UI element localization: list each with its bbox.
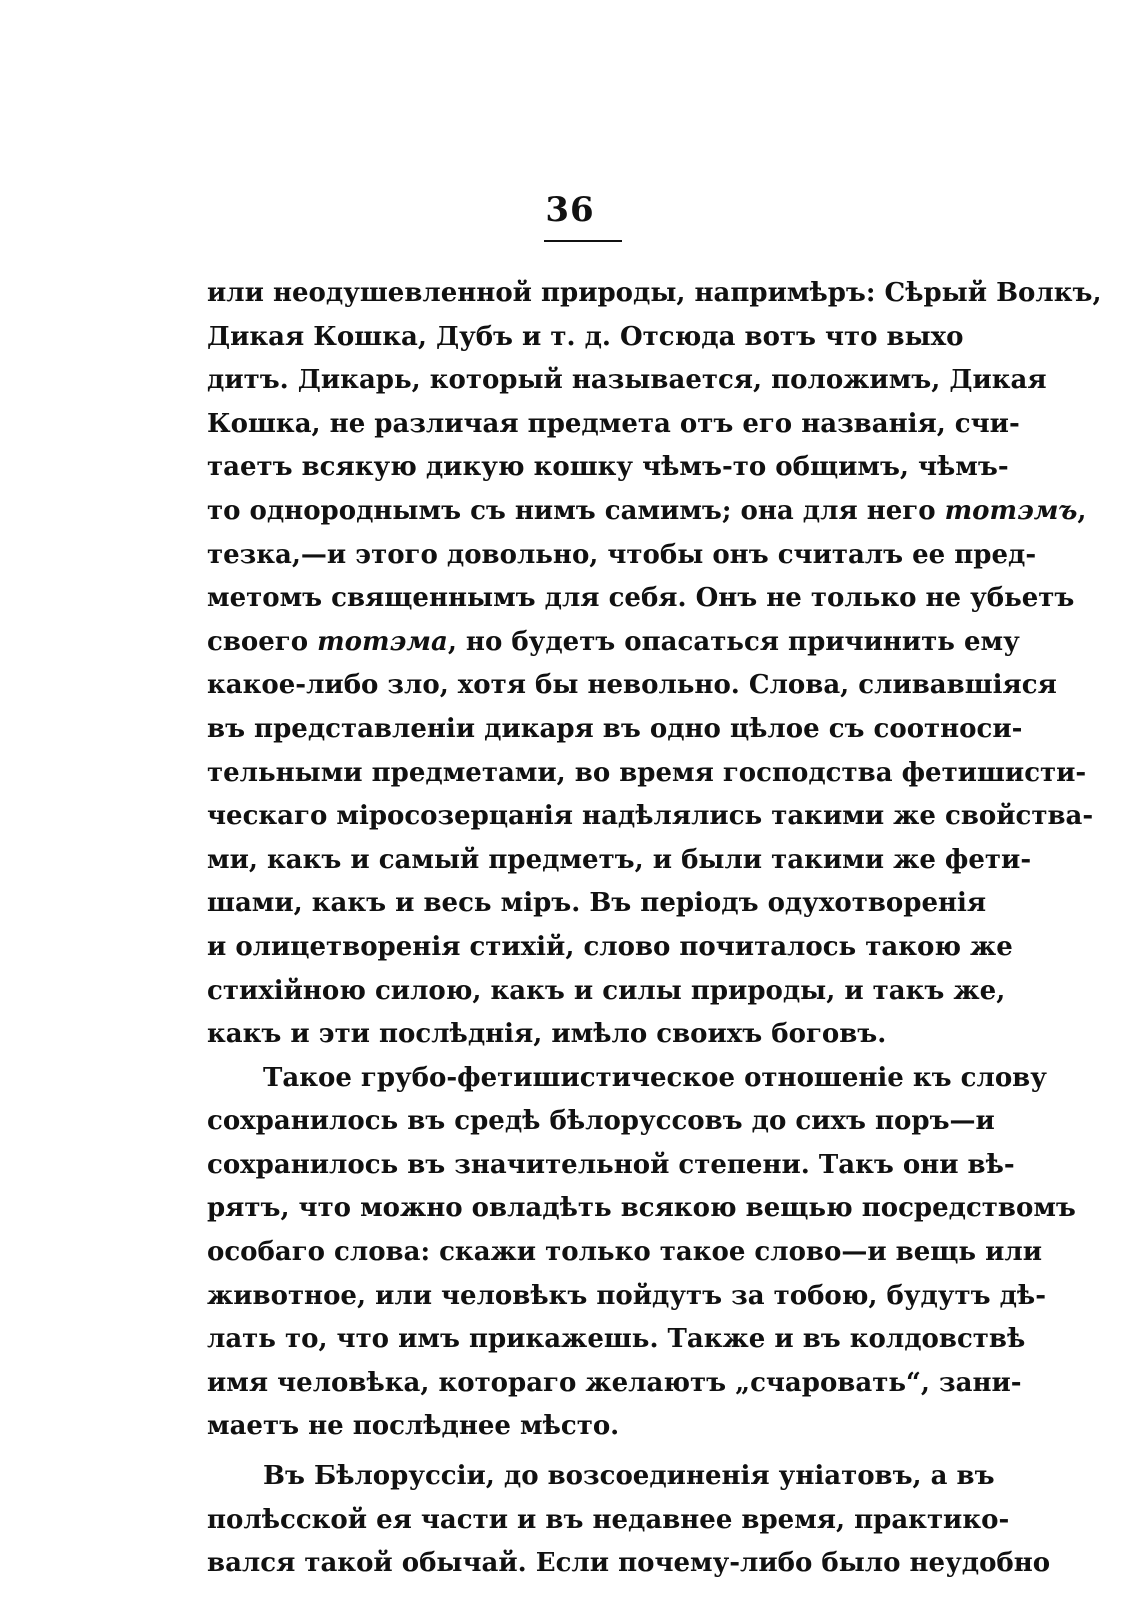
- text-segment: какое-либо зло, хотя бы невольно. Слова, сливавшіяся: [207, 670, 1057, 701]
- text-segment: ческаго міросозерцанія надѣлялись такими же свойства-: [207, 801, 1094, 832]
- text-line: [207, 839, 1032, 883]
- text-segment: Такое грубо-фетишистическое отношеніе къ слову: [263, 1062, 1047, 1093]
- page-number: 36: [545, 190, 595, 230]
- text-line: [207, 926, 1013, 970]
- text-segment: маетъ не послѣднее мѣсто.: [207, 1411, 620, 1442]
- text-line: [207, 403, 1020, 447]
- text-line: [207, 708, 1023, 752]
- text-segment: ми, какъ и самый предметъ, и были такими же фети-: [207, 844, 1032, 875]
- text-segment: особаго слова: скажи только такое слово—и вещь или: [207, 1237, 1042, 1268]
- text-line: [207, 795, 1094, 839]
- text-segment: сохранилось въ значительной степени. Такъ они вѣ-: [207, 1149, 1015, 1180]
- text-line: [207, 1187, 1076, 1231]
- text-segment: таетъ всякую дикую кошку чѣмъ-то общимъ, чѣмъ-: [207, 452, 1009, 483]
- text-line: [207, 1057, 1047, 1101]
- page-number-rule: [544, 240, 622, 242]
- text-line: [207, 272, 1102, 316]
- text-segment: въ представленіи дикаря въ одно цѣлое съ соотноси-: [207, 713, 1023, 744]
- text-line: [207, 1231, 1042, 1275]
- text-line: [207, 1542, 1051, 1586]
- text-segment: животное, или человѣкъ пойдутъ за тобою, будутъ дѣ-: [207, 1280, 1046, 1311]
- text-segment: Въ Бѣлоруссіи, до возсоединенія уніатовъ, а въ: [263, 1461, 995, 1492]
- text-line: [207, 752, 1087, 796]
- text-segment: стихійною силою, какъ и силы природы, и такъ же,: [207, 975, 1006, 1006]
- text-segment: ,: [1077, 495, 1087, 526]
- text-line: [207, 316, 963, 360]
- italic-term: тотэмъ: [944, 495, 1078, 526]
- text-segment: сохранилось въ средѣ бѣлоруссовъ до сихъ поръ—и: [207, 1106, 995, 1137]
- body-text: [207, 272, 1102, 1586]
- text-line: [207, 1405, 963, 1449]
- text-line: [207, 534, 1037, 578]
- text-segment: тельными предметами, во время господства фетишисти-: [207, 757, 1087, 788]
- text-segment: имя человѣка, котораго желаютъ „счаровать“, зани-: [207, 1367, 1022, 1398]
- text-line: [207, 970, 1006, 1014]
- text-segment: Кошка, не различая предмета отъ его названія, счи-: [207, 408, 1020, 439]
- text-segment: какъ и эти послѣднія, имѣло своихъ боговъ.: [207, 1019, 887, 1050]
- text-segment: метомъ священнымъ для себя. Онъ не только не убьетъ: [207, 583, 1075, 614]
- text-line: [207, 1144, 1015, 1188]
- text-line: [207, 1100, 995, 1144]
- text-line: [207, 359, 1047, 403]
- text-segment: или неодушевленной природы, напримѣръ: Сѣрый Волкъ,: [207, 278, 1102, 308]
- text-line: [207, 664, 1057, 708]
- text-line: [207, 1455, 995, 1499]
- text-segment: рятъ, что можно овладѣть всякою вещью посредствомъ: [207, 1193, 1076, 1224]
- text-line: [207, 621, 1020, 665]
- text-line: [207, 882, 987, 926]
- text-segment: то однороднымъ съ нимъ самимъ; она для него: [207, 495, 945, 526]
- text-line: [207, 1318, 1026, 1362]
- text-line: [207, 446, 1009, 490]
- text-segment: и олицетворенія стихій, слово почиталось такою же: [207, 931, 1013, 962]
- text-segment: полѣсской ея части и въ недавнее время, практико-: [207, 1504, 1010, 1535]
- text-line: [207, 1013, 963, 1057]
- text-line: [207, 1362, 1022, 1406]
- text-segment: дитъ. Дикарь, который называется, положимъ, Дикая: [207, 365, 1047, 396]
- text-line: [207, 1275, 1046, 1319]
- text-line: [207, 1499, 1010, 1543]
- text-segment: тезка,—и этого довольно, чтобы онъ считалъ ее пред-: [207, 539, 1037, 570]
- text-segment: лать то, что имъ прикажешь. Также и въ колдовствѣ: [207, 1324, 1026, 1355]
- text-segment: , но будетъ опасаться причинить ему: [447, 626, 1020, 657]
- italic-term: тотэма: [317, 626, 448, 657]
- text-segment: Дикая Кошка, Дубъ и т. д. Отсюда вотъ что выхо: [207, 321, 964, 352]
- text-segment: своего: [207, 626, 318, 657]
- text-segment: вался такой обычай. Если почему-либо было неудобно: [207, 1548, 1051, 1579]
- text-line: [207, 577, 1075, 621]
- text-segment: шами, какъ и весь міръ. Въ періодъ одухотворенія: [207, 888, 987, 919]
- text-line: [207, 490, 1087, 534]
